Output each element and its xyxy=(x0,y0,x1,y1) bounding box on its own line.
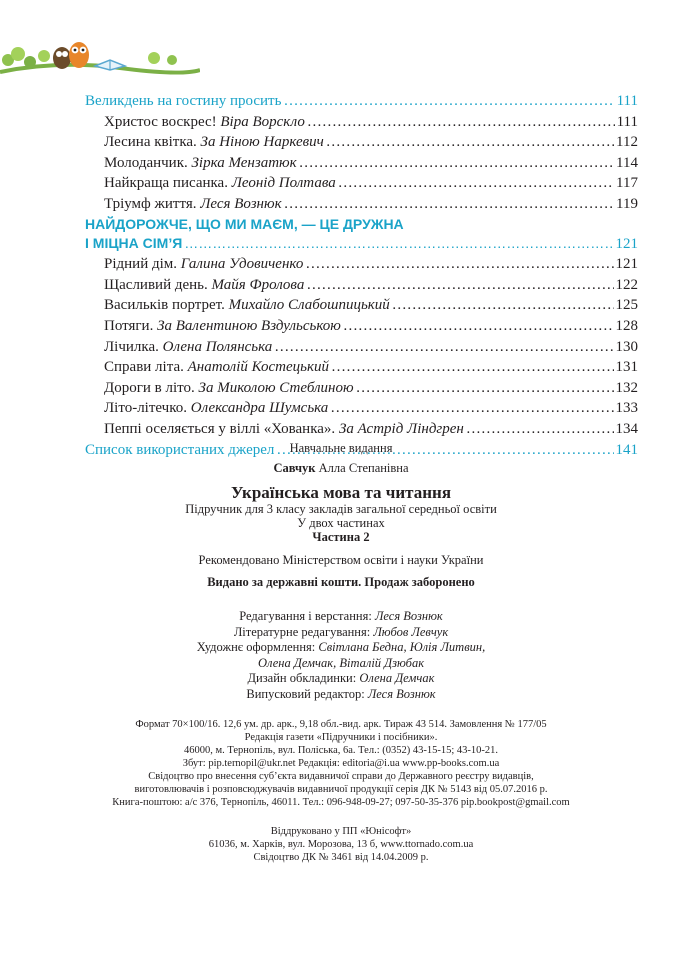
toc-section-family-title[interactable]: НАЙДОРОЖЧЕ, ЩО МИ МАЄМ, — ЦЕ ДРУЖНА xyxy=(85,215,404,232)
table-of-contents xyxy=(85,91,638,460)
toc-section-family[interactable]: І МІЦНА СІМ’Я …………………………………………………………………………………………………………………………………………………… 121 xyxy=(85,233,638,255)
toc-item[interactable]: Молоданчик. Зірка Мензатюк …………………………………………………………………………………………………………………………………………………… 114 xyxy=(85,153,638,174)
funding-note: Видано за державні кошти. Продаж заборонено xyxy=(207,575,475,589)
toc-item[interactable]: Найкраща писанка. Леонід Полтава …………………………………………………………………………………………………………………………………………………… 117 xyxy=(85,173,638,194)
toc-item[interactable]: Васильків портрет. Михайло Слабошпицький …………………………………………………………………………………………………………………………………………………… 125 xyxy=(85,295,638,316)
publisher-line: Збут: pip.ternopil@ukr.net Редакція: editoria@i.ua www.pp-books.com.ua xyxy=(182,757,500,769)
toc-item[interactable]: Щасливий день. Майя Фролова …………………………………………………………………………………………………………………………………………………… 122 xyxy=(85,275,638,296)
imprint xyxy=(0,441,682,864)
toc-section-sources[interactable]: Список використаних джерел …………………………………………………………………………………………………………………………………………………… 141 xyxy=(85,440,638,461)
publisher-line: Формат 70×100/16. 12,6 ум. др. арк., 9,18 обл.-вид. арк. Тираж 43 514. Замовлення № 177/05 xyxy=(135,718,547,730)
credit-line: Редагування і верстання: Леся Вознюк xyxy=(239,609,443,623)
toc-item[interactable]: Справи літа. Анатолій Костецький …………………………………………………………………………………………………………………………………………………… 131 xyxy=(85,357,638,378)
toc-item[interactable]: Лесина квітка. За Ніною Наркевич …………………………………………………………………………………………………………………………………………………… 112 xyxy=(85,132,638,153)
credit-line: Художнє оформлення: Світлана Бедна, Юлія Литвин, xyxy=(196,640,486,655)
toc-item[interactable]: Лічилка. Олена Полянська …………………………………………………………………………………………………………………………………………………… 130 xyxy=(85,337,638,358)
parts-note: У двох частинах xyxy=(297,516,385,530)
credit-line: Літературне редагування: Любов Левчук xyxy=(233,624,449,639)
publisher-line: Книга-поштою: а/с 376, Тернопіль, 46011. Тел.: 096-948-09-27; 097-50-35-376 pip.bookpost@gmail.com xyxy=(112,796,570,808)
toc-item[interactable]: Тріумф життя. Леся Вознюк …………………………………………………………………………………………………………………………………………………… 119 xyxy=(85,194,638,215)
printer-line: Віддруковано у ПП «Юнісофт» xyxy=(270,825,412,837)
credit-line: Дизайн обкладинки: Олена Демчак xyxy=(247,671,435,686)
printer-line: 61036, м. Харків, вул. Морозова, 13 б, www.ttornado.com.ua xyxy=(208,838,474,850)
publisher-line: виготовлювачів і розповсюджувачів видавничої продукції серія ДК № 5143 від 05.07.2016 р. xyxy=(134,783,548,795)
credit-line: Випусковий редактор: Леся Вознюк xyxy=(246,686,436,701)
toc-item[interactable]: Літо-літечко. Олександра Шумська …………………………………………………………………………………………………………………………………………………… 133 xyxy=(85,398,638,419)
toc-item[interactable]: Дороги в літо. За Миколою Стеблиною …………………………………………………………………………………………………………………………………………………… 132 xyxy=(85,378,638,399)
toc-section-easter[interactable]: Великдень на гостину просить …………………………………………………………………………………………………………………………………………………… 111 xyxy=(85,91,638,112)
recommendation: Рекомендовано Міністерством освіти і науки України xyxy=(198,553,484,567)
author-line: Савчук Алла Степанівна xyxy=(273,461,409,475)
part-number: Частина 2 xyxy=(312,530,370,544)
edition-type: Навчальне видання xyxy=(289,441,393,455)
publisher-line: 46000, м. Тернопіль, вул. Поліська, 6а. Тел.: (0352) 43-15-15; 43-10-21. xyxy=(183,744,499,756)
printer-line: Свідоцтво ДК № 3461 від 14.04.2009 р. xyxy=(253,851,429,863)
toc-item[interactable]: Рідний дім. Галина Удовиченко …………………………………………………………………………………………………………………………………………………… 121 xyxy=(85,254,638,275)
publisher-line: Редакція газети «Підручники і посібники». xyxy=(244,731,438,743)
publisher-line: Свідоцтво про внесення суб’єкта видавничої справи до Державного реєстру видавців, xyxy=(148,770,534,782)
owls-on-branch-with-book-icon xyxy=(0,30,200,90)
book-title: Українська мова та читання xyxy=(230,483,452,502)
toc-item[interactable]: Христос воскрес! Віра Ворскло …………………………………………………………………………………………………………………………………………………… 111 xyxy=(85,112,638,133)
book-subtitle: Підручник для 3 класу закладів загальної середньої освіти xyxy=(185,502,497,516)
toc-item[interactable]: Пеппі оселяється у віллі «Хованка». За Астрід Ліндгрен …………………………………………………………………………………………………………………………………………………… 134 xyxy=(85,419,638,440)
toc-item[interactable]: Потяги. За Валентиною Вздульською …………………………………………………………………………………………………………………………………………………… 128 xyxy=(85,316,638,337)
credit-line: Олена Демчак, Віталій Дзюбак xyxy=(257,655,425,670)
